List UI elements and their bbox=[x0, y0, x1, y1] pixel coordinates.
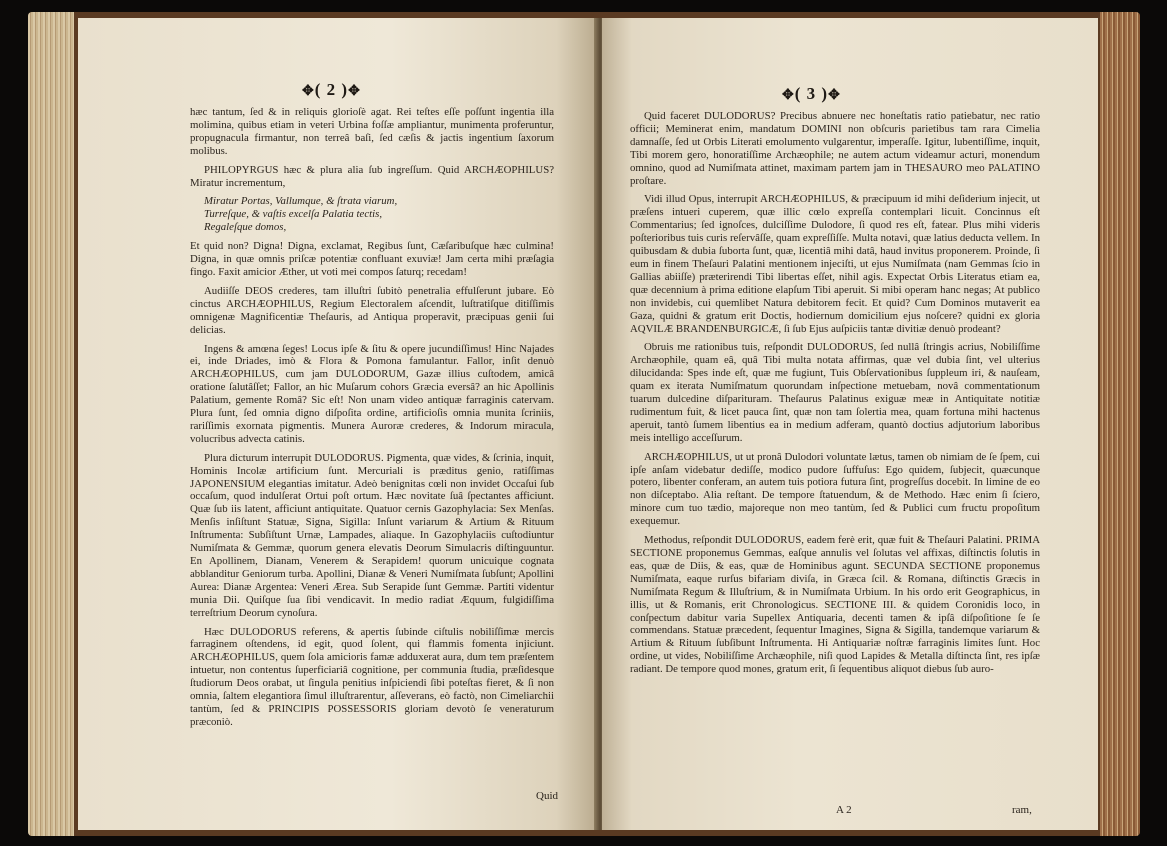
paragraph: Plura dicturum interrupit DULODORUS. Pigmenta, quæ vides, & ſcrinia, inquit, Hominis Incolæ artificium ſunt. Mercuriali is præditus genio, ratiſſimas JAPONENSIUM elegantias imitatur. Adeò benignitas cœli non invidet Occaſui ſub occaſum, quod indulſerat Ortui poſt ortum. Hæc novitate ſuâ ſpectantes afficiunt. Quæ ſub iis latent, afficiunt antiquitate. Quatuor cernis Gazophylacia: Sex Menſas. Menſis inſiſtunt Statuæ, Signa, Sigilla: Inſunt variarum & Artium & Rituum Inſtrumenta: Subſiſtunt Urnæ, Lampades, aliaque. In Gazophylaciis cuſtodiuntur Numiſmata & Gemmæ, quorum genera elevatis Deorum Simulacris diſtinguuntur. En Apollinem, Dianam, Venerem & Serapidem! quorum unicuique cognata abblanditur Geniorum turba. Apollini, Dianæ & Veneri Numiſmata ſubſunt; Apollini Aurea: Dianæ Argentea: Veneri Ærea. Sub Serapide ſunt Gemmæ. Partiti videntur munia Dii. Quiſque ſua ſibi vendicavit. In medio radiat Æquum, fulgidiſſima terreſtrium Deorum cynoſura. bbox=[190, 451, 554, 619]
page-edges-right bbox=[1100, 12, 1140, 836]
ornament-icon: ✥ bbox=[828, 88, 841, 103]
book bbox=[28, 12, 1140, 836]
left-page bbox=[78, 18, 598, 830]
paragraph: Ingens & amœna ſeges! Locus ipſe & ſitu & opere jucundiſſimus! Hinc Najades ei, inde Driades, imò & Flora & Pomona famulantur. Fallor, inſit denuò ARCHÆOPHILUS, cum jam DULODORUM, Gazæ illius cuſtodem, amicâ oratione ſalutâſſet; Fallor, an hic Muſarum cohors Græcia eversâ? an hic Apollinis Palatium, gemente Româ? Sic eſt! Non unam video antiquæ farraginis catervam. Plura ſunt, ſed omnia digno diſpoſita ordine, artificioſis omnia munita ſcriniis, rariſſimis exornata pigmentis. Munera Auroræ crederes, & Indorum miracula, volucribus advecta catinis. bbox=[190, 342, 554, 445]
catchword: Quid bbox=[536, 790, 558, 802]
ornament-icon: ✥ bbox=[348, 84, 361, 99]
paragraph: PHILOPYRGUS hæc & plura alia ſub ingreſſum. Quid ARCHÆOPHILUS? Miratur incrementum, bbox=[190, 163, 554, 189]
right-page-text bbox=[630, 110, 1040, 682]
paragraph: Obruis me rationibus tuis, reſpondit DULODORUS, ſed nullâ ſtringis acrius, Nobiliſſime Archæophile, quam eâ, quâ Tibi multa notata affirmas, quæ vel dubia ſint, vel ulterius dilucidanda: Spes inde eſt, quæ me fugiunt, Tuis Obſervationibus ſuppleum iri, & nauſeam, quam ex iterata Numiſmatum quorundam inſpectione metuebam, novâ commentationum tuarum dulcedine diſparituram. Theſaurus Palatinus exiguæ meæ in Antiquitate notitiæ rudimentum fuit, & licet pauca ſint, quæ non tam ſolertia mea, quam fortuna mihi hactenus aperuit, tantò ſumem libentius ea in medium adferam, quantò doctius adjutorium laboribus meis intelligo acceſſurum. bbox=[630, 341, 1040, 444]
paragraph: hæc tantum, ſed & in reliquis glorioſè agat. Rei teſtes eſſe poſſunt ingentia illa molimina, quibus etiam in veteri Urbina foſſæ ampliantur, munimenta proferuntur, propugnacula firmantur, non terreâ baſi, ſed cæſis & jactis ingentium ſaxorum molibus. bbox=[190, 106, 554, 157]
page-number: ( 3 ) bbox=[794, 84, 829, 103]
page-number: ( 2 ) bbox=[314, 80, 349, 99]
paragraph: Methodus, reſpondit DULODORUS, eadem ferè erit, quæ fuit & Theſauri Palatini. PRIMA SECTIONE proponemus Gemmas, eaſque annulis vel ſolutas vel affixas, diſtinctis ſolutis in eas, quæ de Diis, & eas, quæ de Hominibus agunt. SECUNDA SECTIONE proponemus Numiſmata, eaque rurſus bifariam diviſa, in Græca ſcil. & Romana, diſtinctis Græcis in Numiſmata Regum & Illuſtrium, & in Numiſmata Urbium. In his ordo erit Geographicus, in illis, ut & Romanis, erit Chronologicus. SECTIONE III. & quidem Coronidis loco, in conſpectum dabitur varia Supellex Antiquaria, decenti tamen & ipſâ diſpoſitione ſe ſe commendans. Statuæ præcedent, ſequentur Imagines, Signa & Sigilla, tandemque variarum & Artium & Rituum ſubſibunt Inſtrumenta. Hi Antiquariæ noſtræ farraginis limites ſunt. Hoc ordine, ut vides, Nobiliſſime Archæophile, niſi quod Lapides & Metalla diſtincta ſint, res ipſæ radiant. De tempore quod mones, gratum erit, ſi ſequentibus aliquot diebus ſub auro- bbox=[630, 534, 1040, 676]
left-page-header bbox=[302, 80, 361, 100]
page-edges-left bbox=[28, 12, 74, 836]
ornament-icon: ✥ bbox=[302, 84, 315, 99]
verse-line: Miratur Portas, Vallumque, & ſtrata viarum, bbox=[204, 195, 398, 208]
verse-line: Regaleſque domos, bbox=[204, 221, 287, 234]
left-page-text bbox=[190, 106, 554, 735]
paragraph: ARCHÆOPHILUS, ut ut pronâ Dulodori voluntate lætus, tamen ob nimiam de ſe ſpem, cui ipſe anſam videbatur dediſſe, modico pudore ſuffuſus: Ego quidem, ſubjecit, quæcunque potero, libenter conferam, an autem tuis potiora futura ſint, progreſſus docebit. In limine de eo non diſceptabo. Alia reſtant. De tempore ſtatuendum, & de Methodo. Hæc enim ſi ſciero, minore cum tuo tædio, majoreque non meo tantùm, ſed & Publici cum fructu propoſitum exequemur. bbox=[630, 450, 1040, 528]
signature-mark: A 2 bbox=[836, 804, 852, 816]
paragraph: Audiiſſe DEOS crederes, tam illuſtri ſubitò penetralia effulſerunt jubare. Eò cinctus ARCHÆOPHILUS, Regium Electoralem aſcendit, luſtratiſque ditiſſimis omnigenæ Magnificentiæ Theſauris, ad Antiqua properavit, præcipuas genii ſui delicias. bbox=[190, 284, 554, 336]
paragraph: Et quid non? Digna! Digna, exclamat, Regibus ſunt, Cæſaribuſque hæc culmina! Digna, in quæ omnis priſcæ potentiæ confluant exuviæ! Jam certa mihi præſagia fingo. Faxit amicior Æther, ut voti mei compos ſaturq; recedam! bbox=[190, 240, 554, 278]
paragraph: Hæc DULODORUS referens, & apertis ſubinde ciſtulis nobiliſſimæ mercis farraginem oſtendens, id egit, quod ſolent, qui flammis fomenta injiciunt. ARCHÆOPHILUS, quem ſola amicioris famæ adduxerat aura, dum tem præſentem intuetur, non contentus ſuperficiariâ cognitione, per communia ſtudia, præſidesque ſtudiorum Deos orabat, ut ſingula penitius inſpiciendi ſibi poteſtas fieret, & ſi non omnia, ſaltem elegantiora ſimul illuſtrarentur, aſſeverans, eò factò, non Cimeliarchii tantùm, ſed & PRINCIPIS POSSESSORIS gloriam devotò ſe veneraturum præconiò. bbox=[190, 625, 554, 728]
catchword: ram, bbox=[1012, 804, 1032, 816]
ornament-icon: ✥ bbox=[782, 88, 795, 103]
paragraph: Quid faceret DULODORUS? Precibus abnuere nec honeſtatis ratio patiebatur, nec ratio officii; Meminerat enim, mandatum DOMINI non obſcuris parietibus tam rara Cimelia damnaſſe, ſed ut Orbis Literati emolumento vulgarentur, imperaſſe. Igitur, lubentiſſime, inquit, Tibi morem gero, honoratiſſime Archæophile; ne autem actum videamur acturi, monendum omnino, quod ad Numiſmata attinet, maximam partem jam in THESAURO meo PALATINO proſtare. bbox=[630, 110, 1040, 187]
right-page-header bbox=[782, 84, 841, 104]
paragraph: Vidi illud Opus, interrupit ARCHÆOPHILUS, & præcipuum id mihi deſiderium injecit, ut præſens intueri cuperem, quæ illic cœlo expreſſa contemplari licuit. Concinnus eſt Commentarius; ſed ignoſces, dulciſſime Dulodore, ſi quod res eſt, fatear. Plus mihi videris poſterioribus tuis curis reſervâſſe, quam expreſſiſſe. Multa notavi, quæ latius deducta vellem. In quibusdam & dubia ſuborta ſunt, quæ, licentiâ mihi datâ, haud invitus proponerem. Proinde, ſi eum in finem Theſauri Palatini mentionem injeciſti, ut ejus Numiſmata (nam Gemmas ſcio in Gallias abiiſſe) præterirendi Tibi libertas eſſet, nihil agis. Expectat Orbis Literatus etiam ea, quæ decennium à prima editione elapſum Tibi aperuit. Si mibi operam hanc negas; At publico non invidebis, cui quemlibet Natura debitorem fecit. Et quid? Cum Dominos mutaverit ea Gaza, quidni & gratum erit Doctis, hodiernum domicilium ejus noſcere? quidni ex gloria AQVILÆ BRANDENBURGICÆ, ſi ſub Ejus auſpiciis tantæ divitiæ denuò prodeant? bbox=[630, 193, 1040, 335]
right-page bbox=[602, 18, 1098, 830]
verse-line: Turreſque, & vaſtis excelſa Palatia tectis, bbox=[204, 208, 383, 221]
